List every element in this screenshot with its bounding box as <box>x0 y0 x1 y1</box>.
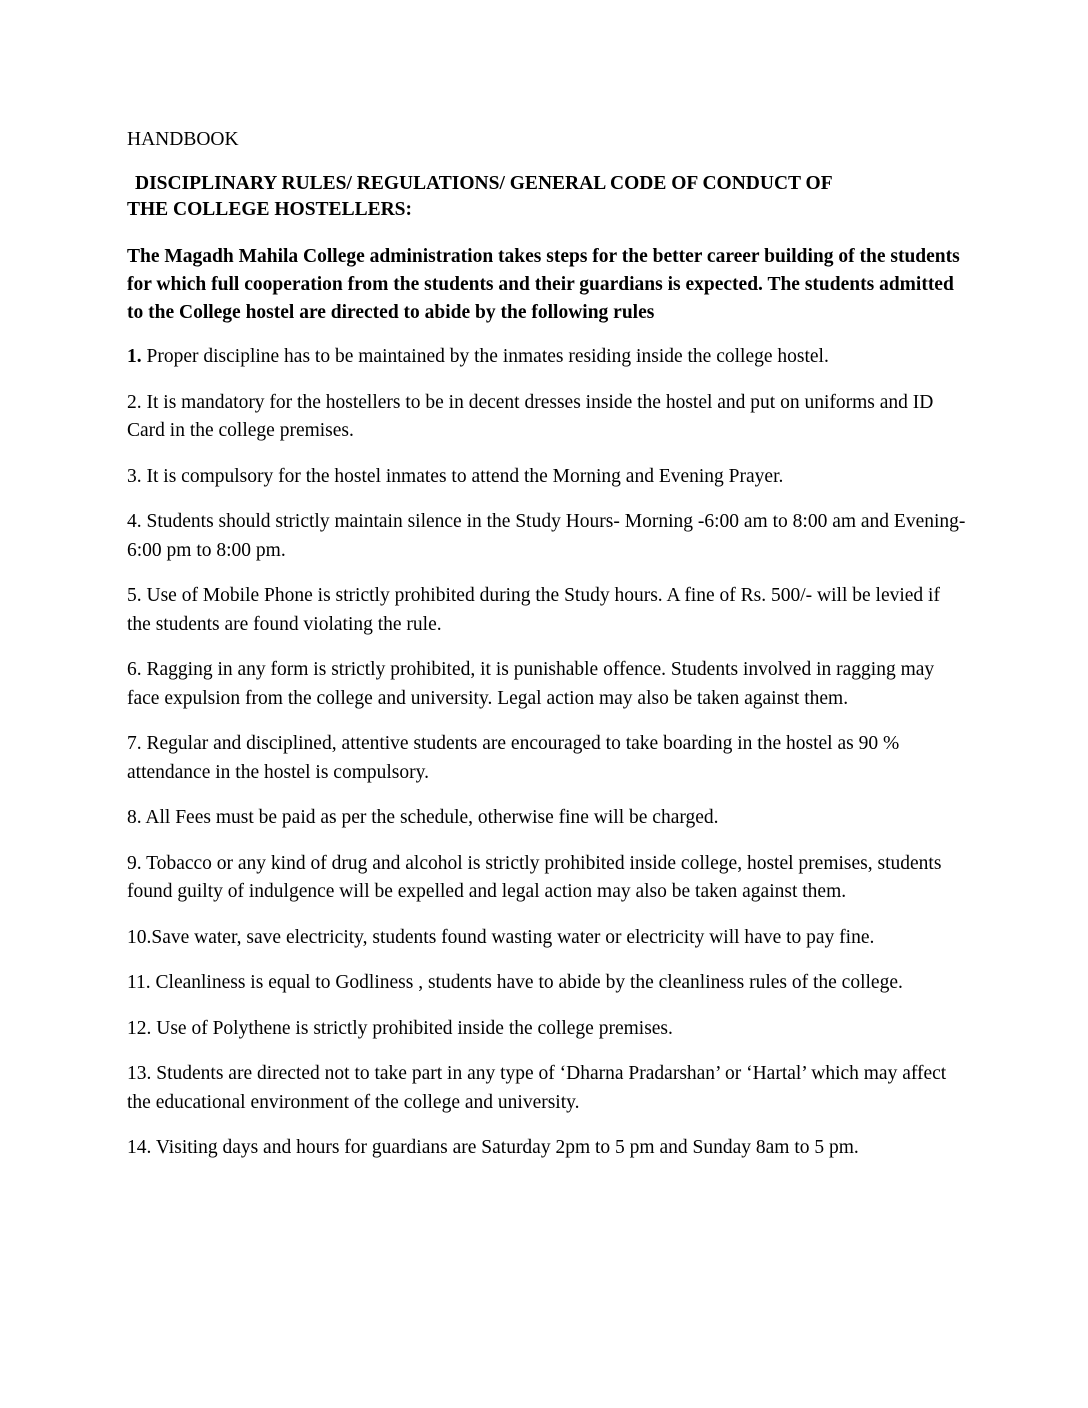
rule-number: 14. <box>127 1137 152 1158</box>
rule-text: Use of Mobile Phone is strictly prohibited during the Study hours. A fine of Rs. 500/- will be levied if the students are found violating the rule. <box>127 585 940 635</box>
heading-line-1: DISCIPLINARY RULES/ REGULATIONS/ GENERAL CODE OF CONDUCT OF <box>135 173 833 194</box>
rule-text: Ragging in any form is strictly prohibited, it is punishable offence. Students involved in ragging may face expulsion from the college and university. Legal action may also be taken against them. <box>127 659 935 709</box>
rule-text: It is compulsory for the hostel inmates to attend the Morning and Evening Prayer. <box>141 465 784 487</box>
rule-number: 5. <box>127 585 142 606</box>
rule-number: 10. <box>127 926 152 948</box>
rule-text: All Fees must be paid as per the schedule, otherwise fine will be charged. <box>141 807 719 828</box>
rule-number: 3. <box>127 465 142 487</box>
rule-number: 4. <box>127 511 142 532</box>
rule-item <box>127 389 967 446</box>
rule-number: 7. <box>127 733 142 754</box>
rule-item <box>127 924 967 953</box>
rule-text: Students should strictly maintain silence in the Study Hours- Morning -6:00 am to 8:00 am and Evening- 6:00 pm to 8:00 pm. <box>127 511 966 561</box>
rule-item <box>127 1060 967 1117</box>
rule-number: 9. <box>127 852 142 874</box>
rule-number: 2. <box>127 391 142 413</box>
rule-item <box>127 804 967 833</box>
rule-item <box>127 1015 967 1044</box>
rule-number: 8. <box>127 807 142 828</box>
document-page <box>127 126 967 1180</box>
rule-number: 11. <box>127 972 151 993</box>
document-heading <box>127 171 967 223</box>
rule-text: Students are directed not to take part in any type of ‘Dharna Pradarshan’ or ‘Hartal’ which may affect the educational environment of the college and university. <box>127 1063 947 1113</box>
rule-number: 1. <box>127 346 142 367</box>
rule-text: Proper discipline has to be maintained by the inmates residing inside the college hostel. <box>141 346 829 367</box>
rule-item <box>127 850 967 907</box>
rule-text: Tobacco or any kind of drug and alcohol is strictly prohibited inside college, hostel premises, students found guilty of indulgence will be expelled and legal action may also be taken against them. <box>127 852 942 902</box>
document-label: HANDBOOK <box>127 129 239 150</box>
rule-text: Save water, save electricity, students found wasting water or electricity will have to pay fine. <box>151 926 875 948</box>
rule-item <box>127 582 967 639</box>
rule-text: Visiting days and hours for guardians are Saturday 2pm to 5 pm and Sunday 8am to 5 pm. <box>151 1137 859 1158</box>
rule-text: It is mandatory for the hostellers to be in decent dresses inside the hostel and put on uniforms and ID Card in the college premises. <box>127 391 934 441</box>
rule-item <box>127 656 967 713</box>
rule-item <box>127 969 967 998</box>
rule-text: Cleanliness is equal to Godliness , students have to abide by the cleanliness rules of the college. <box>150 972 903 993</box>
rule-item <box>127 343 967 372</box>
intro-paragraph: The Magadh Mahila College administration takes steps for the better career building of the students for which full cooperation from the students and their guardians is expected. The students admitted to the College hostel are directed to abide by the following rules <box>127 246 960 323</box>
rule-item <box>127 508 967 565</box>
rule-number: 12. <box>127 1017 152 1039</box>
heading-line-2: THE COLLEGE HOSTELLERS: <box>127 199 413 220</box>
rule-text: Regular and disciplined, attentive students are encouraged to take boarding in the hostel as 90 % attendance in the hostel is compulsory. <box>127 733 900 783</box>
rule-item <box>127 730 967 787</box>
rule-number: 13. <box>127 1063 152 1084</box>
rule-item <box>127 463 967 492</box>
rule-item <box>127 1134 967 1163</box>
rule-number: 6. <box>127 659 142 680</box>
rule-text: Use of Polythene is strictly prohibited inside the college premises. <box>151 1017 673 1039</box>
